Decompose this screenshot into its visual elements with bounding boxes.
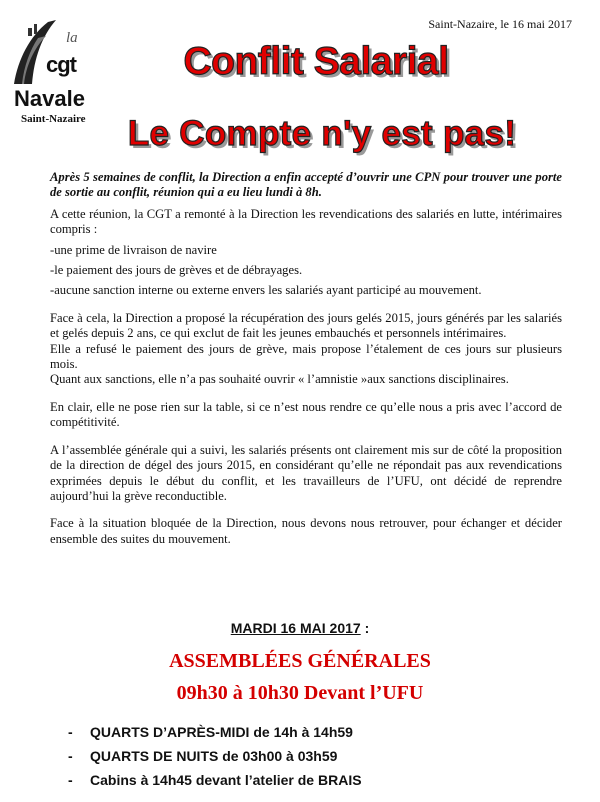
cgt-navale-logo (8, 14, 106, 126)
list-dash: - (68, 748, 73, 764)
paragraph-refusal: Elle a refusé le paiement des jours de grève, mais propose l’étalement de ces jours sur plusieurs mois. (50, 341, 562, 372)
document-date: Saint-Nazaire, le 16 mai 2017 (428, 17, 572, 31)
paragraph-meeting: A cette réunion, la CGT a remonté à la Direction les revendications des salariés en lutte, intérimaires compris : (50, 206, 562, 237)
shift-label: QUARTS DE NUITS de 03h00 à 03h59 (90, 748, 338, 764)
page-title: Conflit Salarial (183, 40, 449, 83)
paragraph-sanctions: Quant aux sanctions, elle n’a pas souhaité ouvrir « l’amnistie »aux sanctions disciplinaires. (50, 372, 509, 387)
logo-text-navale: Navale (14, 86, 85, 111)
logo-text-city: Saint-Nazaire (21, 113, 86, 125)
meeting-title: ASSEMBLÉES GÉNÉRALES (169, 650, 431, 672)
list-item (68, 720, 362, 744)
meeting-date (0, 620, 600, 636)
list-item (68, 744, 362, 768)
intro-paragraph: Après 5 semaines de conflit, la Direction a enfin accepté d’ouvrir une CPN pour trouver une porte de sortie au conflit, réunion qui a eu lieu lundi à 8h. (50, 170, 562, 200)
demand-item: -aucune sanction interne ou externe envers les salariés ayant participé au mouvement. (50, 283, 482, 298)
logo-text-la: la (66, 30, 78, 46)
paragraph-clear: En clair, elle ne pose rien sur la table, si ce n’est nous rendre ce qu’elle nous a pris avec l’accord de compétitivité. (50, 399, 562, 430)
meeting-date-suffix: : (360, 620, 370, 636)
meeting-date-label: MARDI 16 MAI 2017 (230, 620, 361, 636)
paragraph-proposal: Face à cela, la Direction a proposé la récupération des jours gelés 2015, jours générés par les salariés et gelés depuis 2 ans, ce qui exclut de fait les jeunes embauchés et personnels intérimaires. (50, 310, 562, 341)
shift-label: QUARTS D’APRÈS-MIDI de 14h à 14h59 (90, 724, 353, 740)
page-subtitle: Le Compte n'y est pas! (127, 114, 517, 153)
list-dash: - (68, 772, 73, 788)
shift-label: Cabins à 14h45 devant l’atelier de BRAIS (90, 772, 362, 788)
shift-list (68, 720, 362, 792)
demand-item: -le paiement des jours de grèves et de débrayages. (50, 263, 303, 278)
article-body (50, 170, 562, 547)
meeting-time: 09h30 à 10h30 Devant l’UFU (176, 682, 424, 704)
demand-item: -une prime de livraison de navire (50, 242, 217, 257)
list-dash: - (68, 724, 73, 740)
logo-text-cgt: cgt (46, 52, 76, 77)
paragraph-call: Face à la situation bloquée de la Direction, nous devons nous retrouver, pour échanger et décider ensemble des suites du mouvement. (50, 516, 562, 546)
paragraph-assembly: A l’assemblée générale qui a suivi, les salariés présents ont clairement mis sur de côté la proposition de la direction de dégel des jours 2015, en considérant qu’elle ne répondait pas aux revendications exprimées depuis le début du conflit, et les travailleurs de l’UFU, ont décidé de reprendre aujourd’hui la grève reconductible. (50, 442, 562, 503)
list-item (68, 768, 362, 792)
